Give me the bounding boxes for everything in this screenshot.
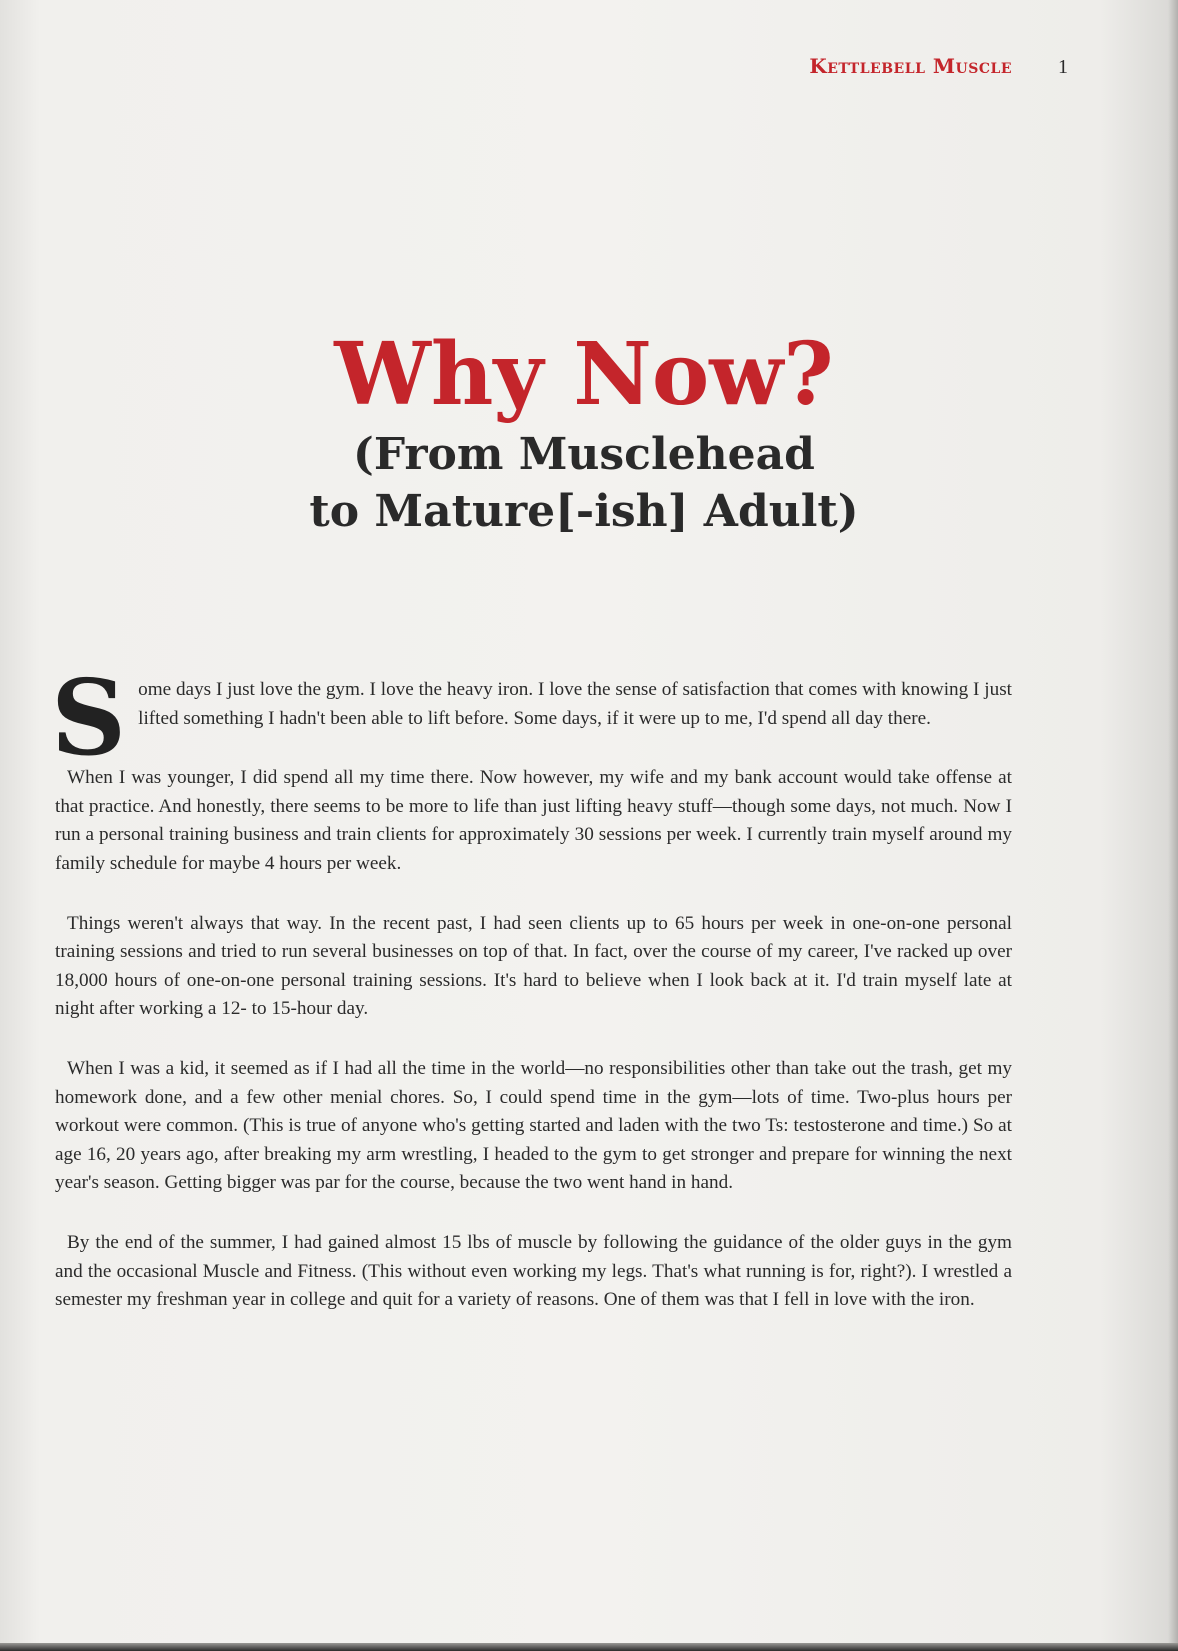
paragraph-2: When I was younger, I did spend all my time there. Now however, my wife and my bank account would take offense at that practice. And honestly, there seems to be more to life than just lifting heavy stuff—though some days, not much. Now I run a personal training business and train clients for approximately 30 sessions per week. I currently train myself around my family schedule for maybe 4 hours per week.	[55, 767, 1012, 874]
chapter-subtitle-line-1: (From Musclehead	[353, 429, 815, 481]
body-text	[51, 656, 1012, 1346]
running-head: Kettlebell Muscle	[809, 54, 1012, 78]
page-number: 1	[1058, 56, 1068, 78]
chapter-title-block	[0, 324, 1178, 541]
page-right-shadow	[1168, 0, 1178, 1651]
paragraph-1	[51, 656, 1012, 779]
chapter-subtitle	[0, 426, 1178, 540]
page-header	[809, 54, 1068, 79]
paragraph-3: Things weren't always that way. In the recent past, I had seen clients up to 65 hours per week in one-on-one personal training sessions and tried to run several businesses on top of that. In fact, over the course of my career, I've racked up over 18,000 hours of one-on-one personal training sessions. It's hard to believe when I look back at it. I'd train myself late at night after working a 12- to 15-hour day.	[55, 912, 1012, 1020]
paragraph-1-text: ome days I just love the gym. I love the heavy iron. I love the sense of satisfaction that comes with knowing I just lifted something I hadn't been able to lift before. Some days, if it were up to me, I'd spend all day there.	[138, 679, 1012, 729]
drop-cap: S	[51, 656, 127, 779]
paragraph-5: By the end of the summer, I had gained almost 15 lbs of muscle by following the guidance of the older guys in the gym and the occasional Muscle and Fitness. (This without even working my legs. That's what running is for, right?). I wrestled a semester my freshman year in college and quit for a variety of reasons. One of them was that I fell in love with the iron.	[55, 1231, 1012, 1311]
chapter-title: Why Now?	[334, 324, 834, 425]
paragraph-4: When I was a kid, it seemed as if I had all the time in the world—no responsibilities other than take out the trash, get my homework done, and a few other menial chores. So, I could spend time in the gym—lots of time. Two-plus hours per workout were common. (This is true of anyone who's getting started and laden with the two Ts: testosterone and time.) So at age 16, 20 years ago, after breaking my arm wrestling, I headed to the gym to get stronger and prepare for winning the next year's season. Getting bigger was par for the course, because the two went hand in hand.	[55, 1057, 1012, 1194]
chapter-subtitle-line-2: to Mature[-ish] Adult)	[309, 486, 859, 538]
page-bottom-edge	[0, 1643, 1178, 1651]
